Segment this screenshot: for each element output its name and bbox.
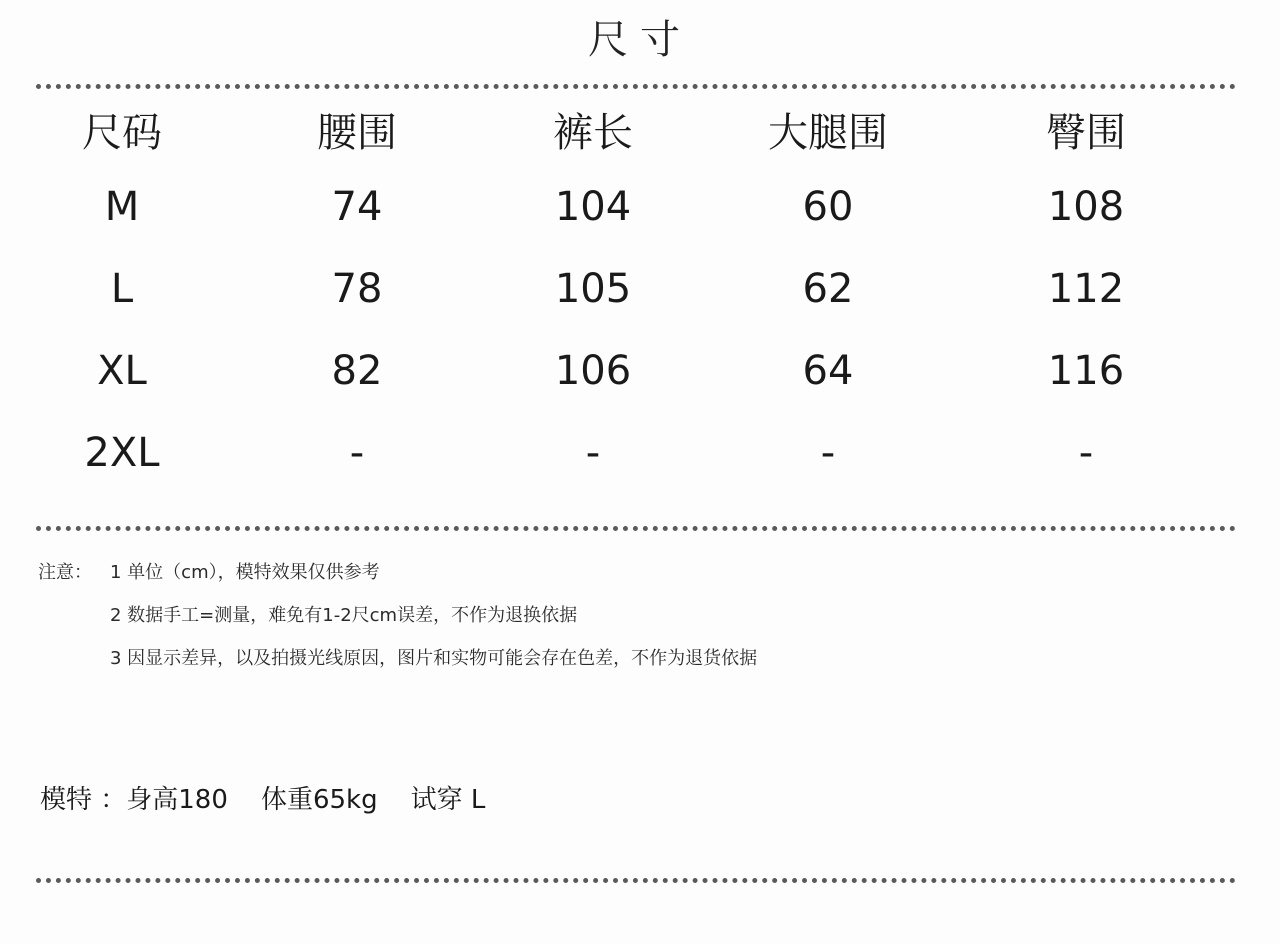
note-line — [38, 642, 1238, 685]
table-cell: 60 — [802, 184, 854, 230]
table-cell: 116 — [1047, 348, 1125, 394]
table-cell: 82 — [331, 348, 383, 394]
dotted-divider-middle — [36, 526, 1236, 531]
size-table — [0, 100, 1280, 494]
header-pants-length: 裤长 — [553, 110, 633, 156]
table-cell: 106 — [554, 348, 632, 394]
table-cell: - — [1078, 430, 1094, 476]
notes-prefix: 注意： — [38, 562, 92, 583]
table-cell: 74 — [331, 184, 383, 230]
note-text: 1 单位（cm），模特效果仅供参考 — [110, 562, 380, 583]
table-cell: - — [820, 430, 836, 476]
note-text: 2 数据手工=测量，难免有1-2尺cm误差，不作为退换依据 — [110, 605, 578, 626]
table-row — [0, 412, 1280, 494]
table-cell: - — [349, 430, 365, 476]
note-text: 3 因显示差异，以及拍摄光线原因，图片和实物可能会存在色差，不作为退货依据 — [110, 648, 758, 669]
table-cell: 62 — [802, 266, 854, 312]
note-line — [38, 556, 1238, 599]
table-cell: M — [104, 184, 140, 230]
header-hip: 臀围 — [1046, 110, 1126, 156]
page-title: 尺寸 — [588, 17, 692, 63]
notes-section — [38, 556, 1238, 685]
table-cell: - — [585, 430, 601, 476]
table-cell: XL — [97, 348, 147, 394]
table-cell: 104 — [554, 184, 632, 230]
table-row — [0, 330, 1280, 412]
note-line — [38, 599, 1238, 642]
table-header-row — [0, 100, 1280, 166]
model-info: 模特 ：身高180 体重65kg 试穿 L — [40, 785, 486, 815]
header-waist: 腰围 — [317, 110, 397, 156]
dotted-divider-bottom — [36, 878, 1236, 883]
header-thigh: 大腿围 — [768, 110, 888, 156]
table-row — [0, 248, 1280, 330]
table-cell: 64 — [802, 348, 854, 394]
table-cell: 2XL — [84, 430, 160, 476]
table-cell: 78 — [331, 266, 383, 312]
table-cell: L — [110, 266, 134, 312]
table-cell: 105 — [554, 266, 632, 312]
table-row — [0, 166, 1280, 248]
table-cell: 112 — [1047, 266, 1125, 312]
table-cell: 108 — [1047, 184, 1125, 230]
header-size: 尺码 — [82, 110, 162, 156]
dotted-divider-top — [36, 84, 1236, 89]
